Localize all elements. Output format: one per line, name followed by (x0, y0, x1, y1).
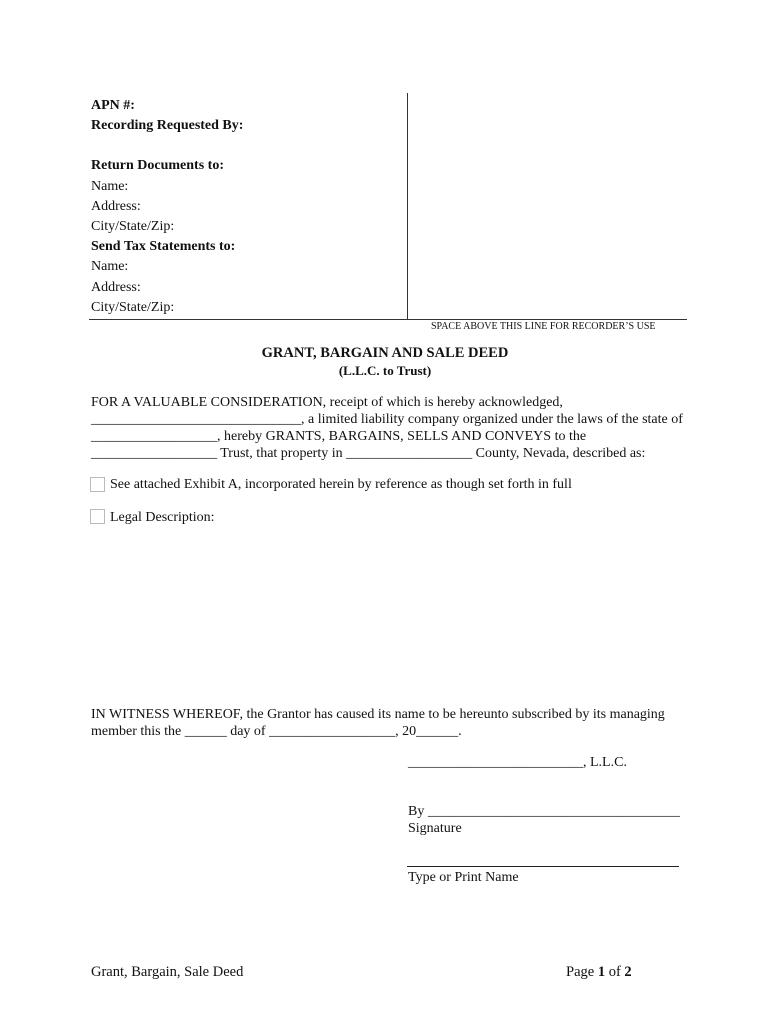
page-of: of (608, 964, 621, 980)
deed-title: GRANT, BARGAIN AND SALE DEED (261, 345, 509, 361)
footer-doc-name: Grant, Bargain, Sale Deed (91, 964, 244, 980)
tax-city-field[interactable]: City/State/Zip: (91, 299, 175, 315)
return-city-field[interactable]: City/State/Zip: (91, 219, 175, 235)
print-name-label: Type or Print Name (408, 870, 519, 885)
consideration-paragraph (91, 394, 683, 462)
page-total: 2 (624, 964, 632, 980)
consideration-line-4[interactable]: __________________ Trust, that property in __________________ County, Nevada, described as: (91, 446, 646, 461)
return-address-field[interactable]: Address: (91, 198, 141, 214)
consideration-line-2[interactable]: ______________________________, a limited liability company organized under the laws of the state of (91, 412, 683, 427)
exhibit-a-checkbox[interactable] (90, 477, 105, 492)
tax-statements-label: Send Tax Statements to: (91, 239, 236, 255)
recorder-divider-horizontal (89, 319, 687, 320)
by-signature-line[interactable]: By ____________________________________ (408, 804, 680, 819)
footer-page-number (566, 964, 632, 981)
apn-label: APN #: (91, 98, 135, 113)
return-name-field[interactable]: Name: (91, 178, 129, 194)
tax-name-field[interactable]: Name: (91, 259, 129, 275)
consideration-line-1: FOR A VALUABLE CONSIDERATION, receipt of which is hereby acknowledged, (91, 395, 563, 410)
witness-paragraph (91, 706, 665, 740)
witness-line-1: IN WITNESS WHEREOF, the Grantor has caused its name to be hereunto subscribed by its managing (91, 707, 665, 722)
witness-line-2[interactable]: member this the ______ day of __________________, 20______. (91, 724, 462, 739)
legal-description-checkbox[interactable] (90, 509, 105, 524)
deed-subtitle: (L.L.C. to Trust) (338, 363, 432, 378)
page-current: 1 (597, 964, 606, 980)
recording-requested-label: Recording Requested By: (91, 118, 244, 134)
consideration-line-3[interactable]: __________________, hereby GRANTS, BARGAINS, SELLS AND CONVEYS to the (91, 429, 587, 444)
recorder-divider-vertical (407, 93, 408, 319)
llc-name-line[interactable]: _________________________, L.L.C. (408, 755, 627, 770)
print-name-line[interactable] (407, 866, 679, 867)
legal-description-label: Legal Description: (110, 510, 215, 525)
return-documents-label: Return Documents to: (91, 158, 224, 174)
page-word: Page (566, 964, 595, 980)
recorder-use-note: SPACE ABOVE THIS LINE FOR RECORDER’S USE (431, 321, 656, 332)
signature-label: Signature (408, 821, 462, 836)
exhibit-a-label: See attached Exhibit A, incorporated herein by reference as though set forth in full (110, 477, 572, 492)
recording-header (91, 96, 243, 318)
tax-address-field[interactable]: Address: (91, 279, 141, 295)
